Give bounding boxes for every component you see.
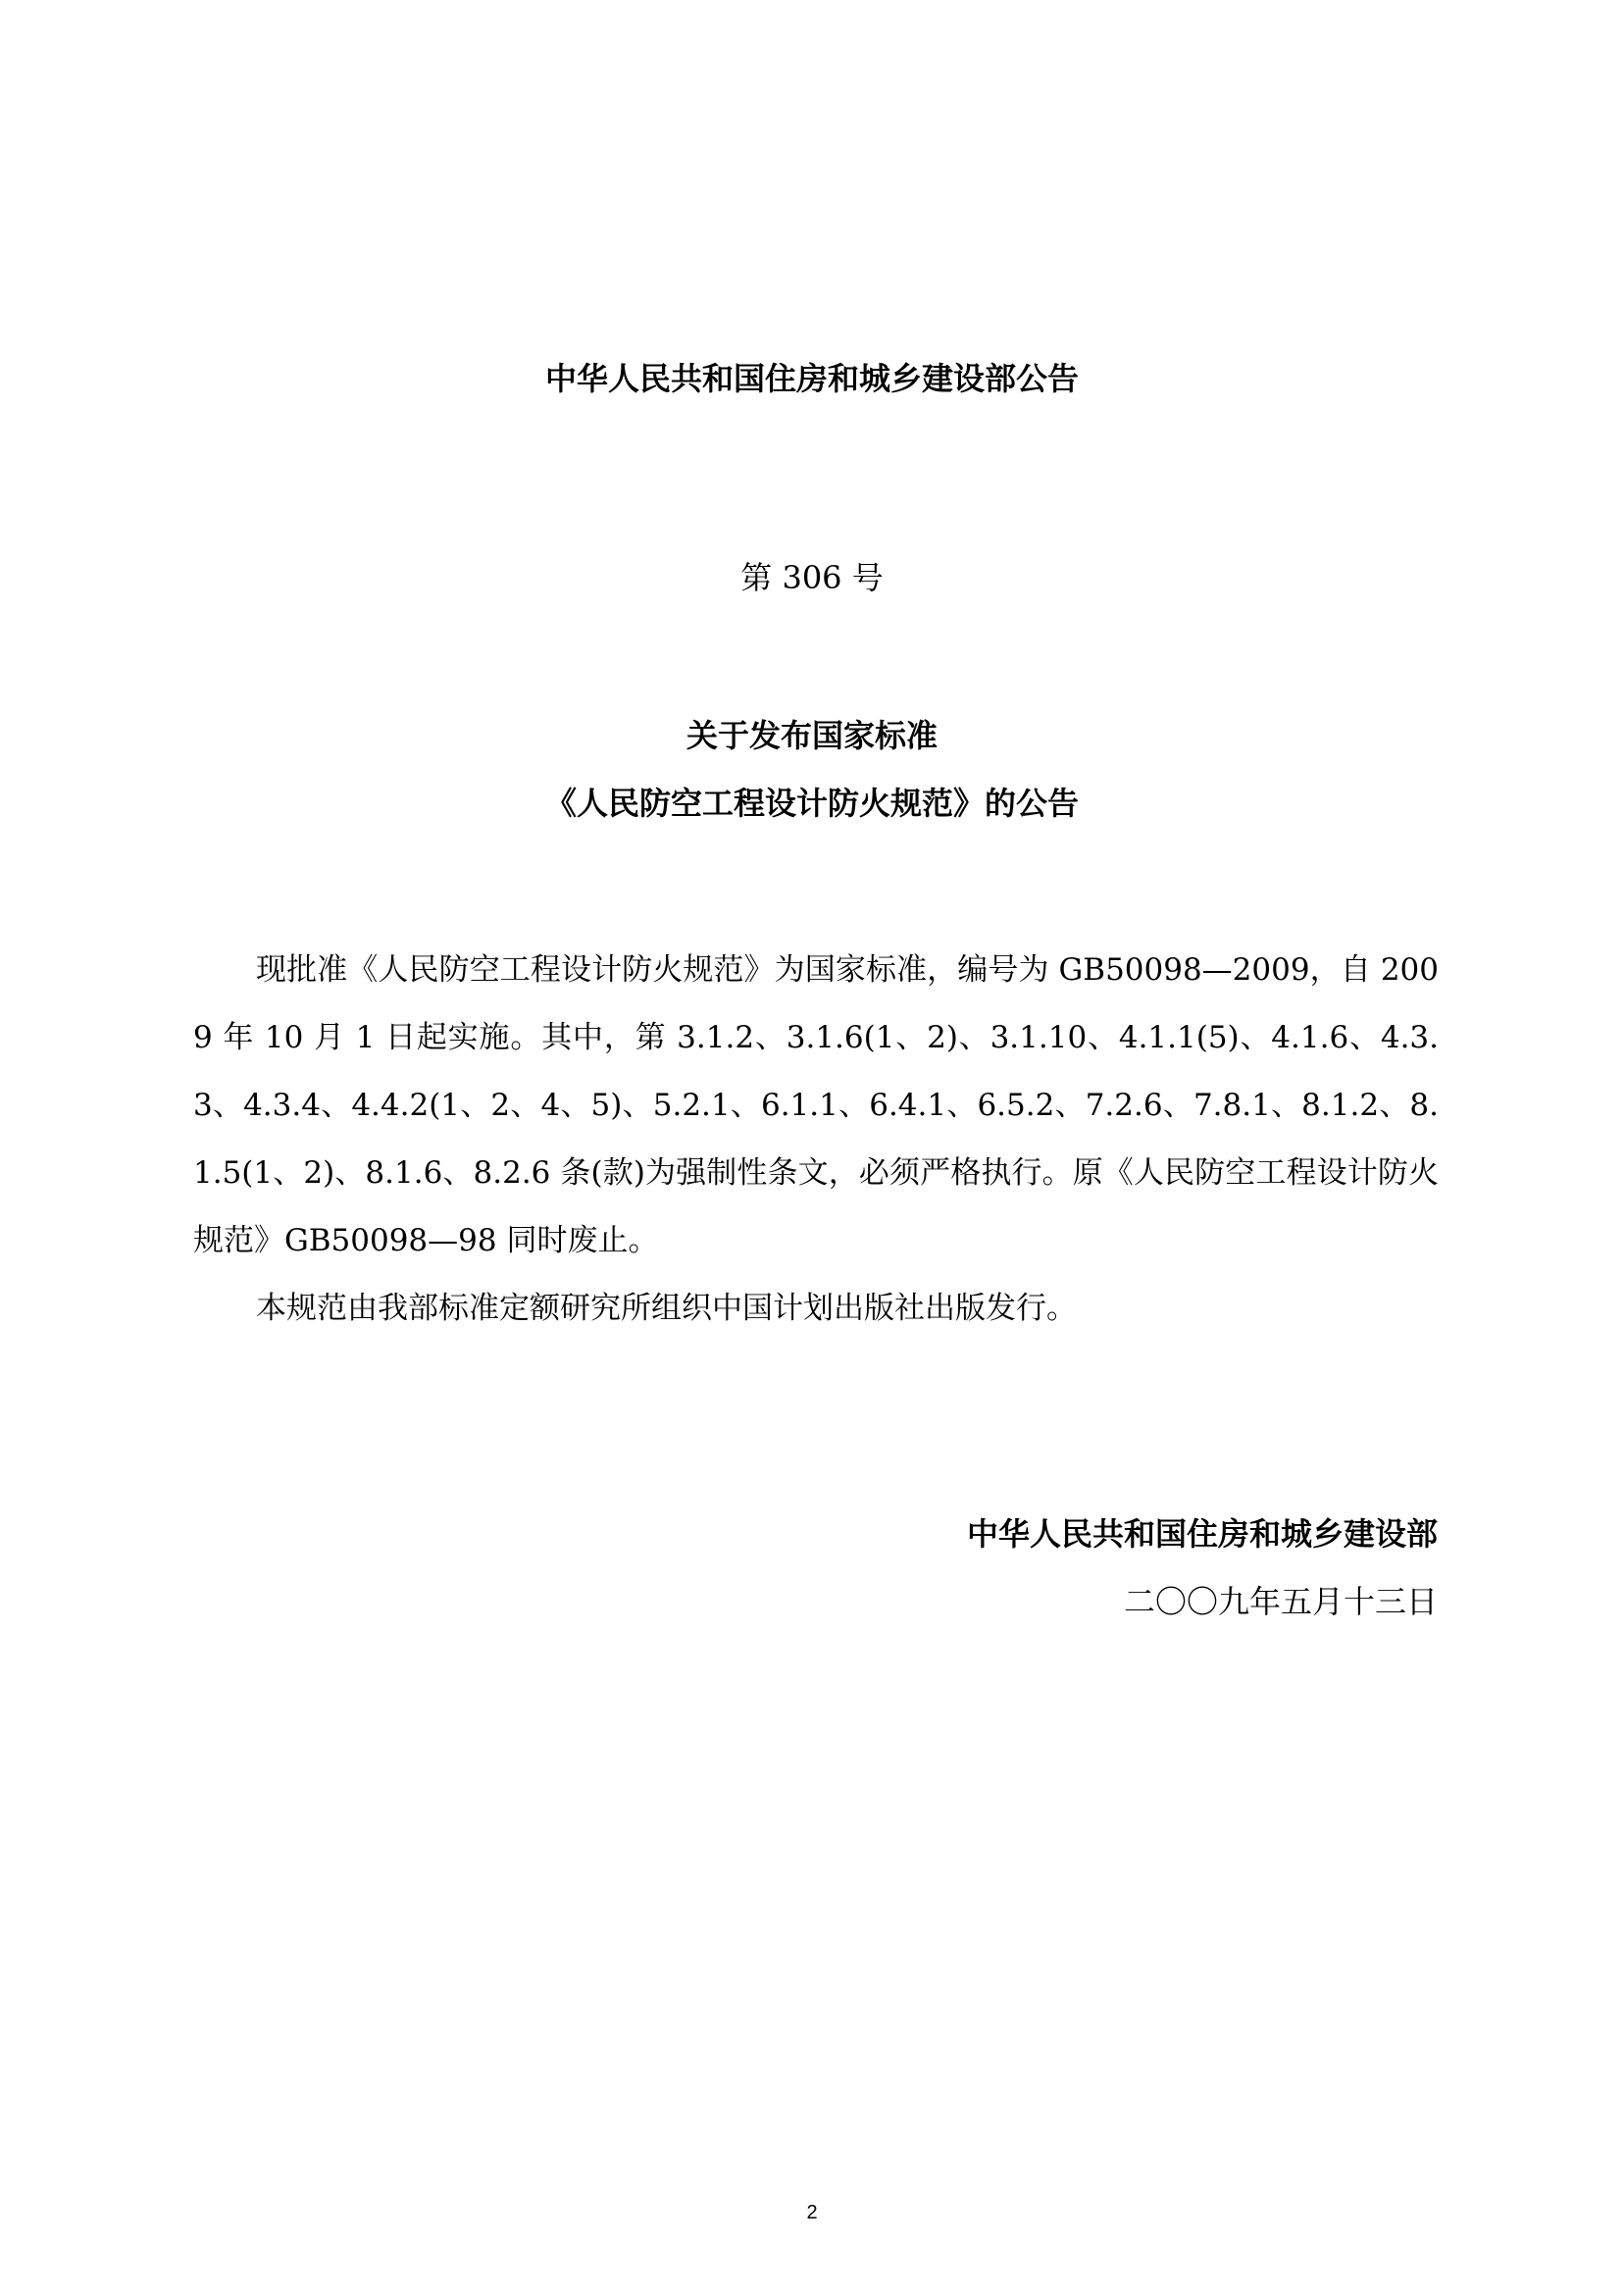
announcement-subtitle-line2: 《人民防空工程设计防火规范》的公告	[544, 785, 1079, 822]
page-number: 2	[806, 2202, 818, 2223]
issuer-signature: 中华人民共和国住房和城乡建设部	[966, 1515, 1438, 1553]
body-paragraph-1: 现批准《人民防空工程设计防火规范》为国家标准，编号为 GB50098—2009，自 2009 年 10 月 1 日起实施。其中，第 3.1.2、3.1.6(1、2)、3.1.10、4.1.1(5)、4.1.6、4.3.3、4.3.4、4.4.2(1、2、4、5)、5.2.1、6.1.1、6.4.1、6.5.2、7.2.6、7.8.1、8.1.2、8.1.5(1、2)、8.1.6、8.2.6 条(款)为强制性条文，必须严格执行。原《人民防空工程设计防火规范》GB50098—98 同时废止。	[193, 952, 1439, 1258]
announcement-subtitle-line1: 关于发布国家标准	[685, 717, 938, 754]
announcement-number: 第 306 号	[740, 559, 884, 596]
announcement-body	[193, 937, 1439, 1343]
issue-date: 二〇〇九年五月十三日	[1123, 1583, 1438, 1620]
announcement-title: 中华人民共和国住房和城乡建设部公告	[544, 360, 1079, 397]
body-paragraph-2: 本规范由我部标准定额研究所组织中国计划出版社出版发行。	[256, 1291, 1077, 1326]
